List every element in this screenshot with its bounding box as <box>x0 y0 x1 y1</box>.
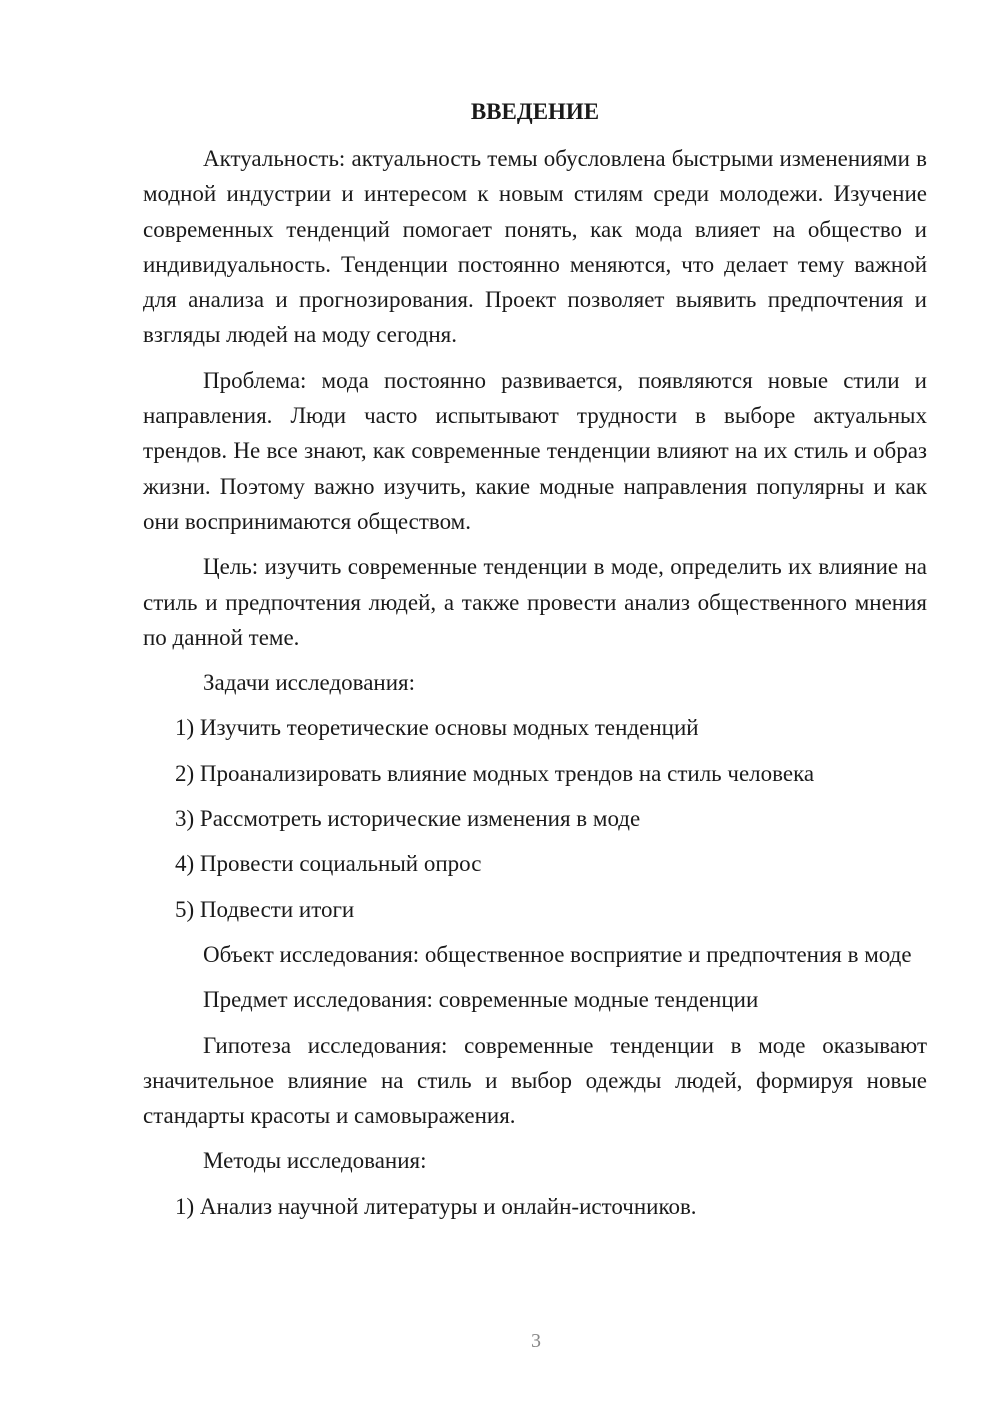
hypothesis-paragraph: Гипотеза исследования: современные тенденции в моде оказывают значительное влияние на стиль и выбор одежды людей, формируя новые стандарты красоты и самовыражения. <box>143 1032 927 1129</box>
task-item: 3) Рассмотреть исторические изменения в моде <box>175 806 641 832</box>
problem-paragraph: Проблема: мода постоянно развивается, появляются новые стили и направления. Люди часто испытывают трудности в выборе актуальных трендов. Не все знают, как современные тенденции влияют на их стиль и образ жизни. Поэтому важно изучить, какие модные направления популярны и как они воспринимаются обществом. <box>143 367 927 534</box>
method-item: 1) Анализ научной литературы и онлайн-источников. <box>175 1193 697 1219</box>
page-number: 3 <box>531 1330 541 1352</box>
goal-paragraph: Цель: изучить современные тенденции в моде, определить их влияние на стиль и предпочтения людей, а также провести анализ общественного мнения по данной теме. <box>143 554 927 650</box>
relevance-paragraph: Актуальность: актуальность темы обусловлена быстрыми изменениями в модной индустрии и интересом к новым стилям среди молодежи. Изучение современных тенденций помогает понять, как мода влияет на общество и индивидуальность. Тенденции постоянно меняются, что делает тему важной для анализа и прогнозирования. Проект позволяет выявить предпочтения и взгляды людей на моду сегодня. <box>143 146 927 348</box>
tasks-list <box>143 710 927 926</box>
methods-list <box>143 1189 927 1224</box>
methods-heading: Методы исследования: <box>203 1148 427 1174</box>
task-item: 2) Проанализировать влияние модных трендов на стиль человека <box>175 760 815 786</box>
object-paragraph: Объект исследования: общественное восприятие и предпочтения в моде <box>203 941 912 967</box>
page-content <box>143 94 927 1234</box>
section-heading: ВВЕДЕНИЕ <box>470 99 600 124</box>
tasks-heading: Задачи исследования: <box>203 670 416 696</box>
task-item: 4) Провести социальный опрос <box>175 851 482 877</box>
subject-paragraph: Предмет исследования: современные модные тенденции <box>203 987 759 1013</box>
task-item: 1) Изучить теоретические основы модных тенденций <box>175 715 699 741</box>
task-item: 5) Подвести итоги <box>175 896 355 922</box>
